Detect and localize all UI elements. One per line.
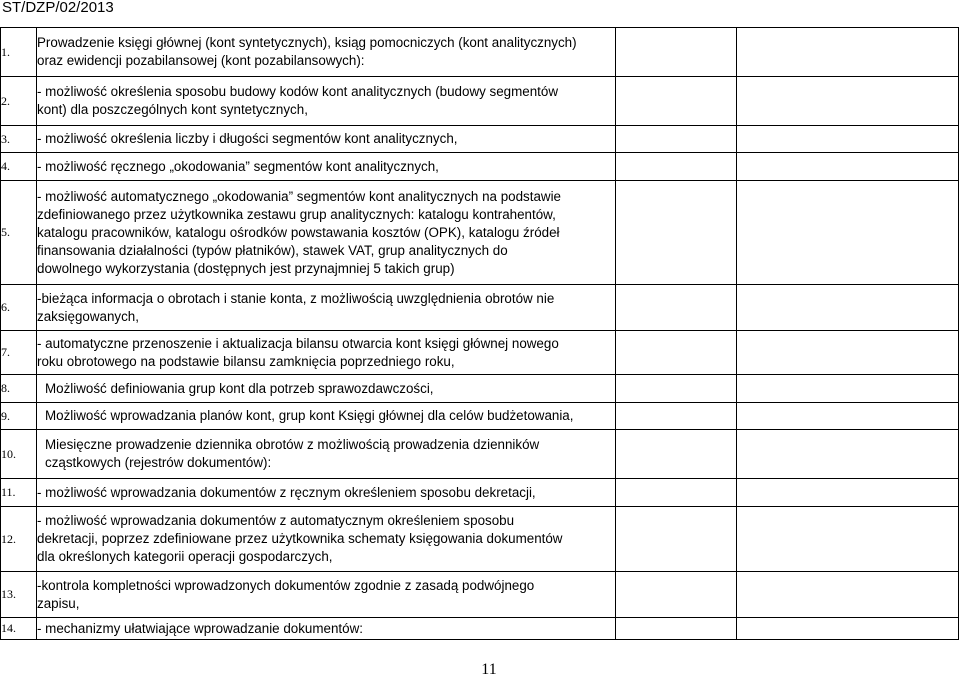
row-description: - mechanizmy ułatwiające wprowadzanie dokumentów: — [37, 618, 616, 640]
row-description: - automatyczne przenoszenie i aktualizacja bilansu otwarcia kont księgi głównej nowego roku obrotowego na podstawie bilansu zamknięcia poprzedniego roku, — [37, 331, 616, 375]
row-description: Możliwość definiowania grup kont dla potrzeb sprawozdawczości, — [37, 375, 616, 403]
answer-cell[interactable] — [616, 285, 737, 331]
remarks-cell[interactable] — [737, 181, 959, 285]
table-row — [1, 153, 959, 181]
remarks-cell[interactable] — [737, 77, 959, 126]
remarks-cell[interactable] — [737, 430, 959, 479]
answer-cell[interactable] — [616, 507, 737, 572]
row-number: 12. — [1, 507, 37, 572]
answer-cell[interactable] — [616, 331, 737, 375]
row-number: 5. — [1, 181, 37, 285]
table-row — [1, 618, 959, 640]
document-code: ST/DZP/02/2013 — [2, 0, 114, 16]
table-row — [1, 479, 959, 507]
row-description: - możliwość automatycznego „okodowania” segmentów kont analitycznych na podstawie zdefiniowanego przez użytkownika zestawu grup analitycznych: katalogu kontrahentów, katalogu pracowników, katalogu ośrodków powstawania kosztów (OPK), katalogu źródeł finansowania działalności (typów płatników), stawek VAT, grup analitycznych do dowolnego wykorzystania (dostępnych jest przynajmniej 5 takich grup) — [37, 181, 616, 285]
table-row — [1, 572, 959, 618]
row-description: Prowadzenie księgi głównej (kont syntetycznych), ksiąg pomocniczych (kont analitycznych) oraz ewidencji pozabilansowej (kont pozabilansowych): — [37, 28, 616, 77]
answer-cell[interactable] — [616, 403, 737, 430]
remarks-cell[interactable] — [737, 507, 959, 572]
row-description: - możliwość określenia sposobu budowy kodów kont analitycznych (budowy segmentów kont) dla poszczególnych kont syntetycznych, — [37, 77, 616, 126]
remarks-cell[interactable] — [737, 375, 959, 403]
answer-cell[interactable] — [616, 153, 737, 181]
row-number: 1. — [1, 28, 37, 77]
table-row — [1, 126, 959, 153]
row-number: 6. — [1, 285, 37, 331]
row-description: - możliwość ręcznego „okodowania” segmentów kont analitycznych, — [37, 153, 616, 181]
row-description: - możliwość wprowadzania dokumentów z automatycznym określeniem sposobu dekretacji, poprzez zdefiniowane przez użytkownika schematy księgowania dokumentów dla określonych kategorii operacji gospodarczych, — [37, 507, 616, 572]
remarks-cell[interactable] — [737, 403, 959, 430]
row-number: 2. — [1, 77, 37, 126]
row-number: 11. — [1, 479, 37, 507]
answer-cell[interactable] — [616, 375, 737, 403]
row-number: 9. — [1, 403, 37, 430]
answer-cell[interactable] — [616, 126, 737, 153]
remarks-cell[interactable] — [737, 331, 959, 375]
answer-cell[interactable] — [616, 77, 737, 126]
answer-cell[interactable] — [616, 28, 737, 77]
row-description: - możliwość określenia liczby i długości segmentów kont analitycznych, — [37, 126, 616, 153]
row-number: 10. — [1, 430, 37, 479]
remarks-cell[interactable] — [737, 618, 959, 640]
row-description: Miesięczne prowadzenie dziennika obrotów z możliwością prowadzenia dzienników cząstkowych (rejestrów dokumentów): — [37, 430, 616, 479]
table-row — [1, 403, 959, 430]
row-description: -kontrola kompletności wprowadzonych dokumentów zgodnie z zasadą podwójnego zapisu, — [37, 572, 616, 618]
table-row — [1, 430, 959, 479]
table-row — [1, 181, 959, 285]
row-number: 13. — [1, 572, 37, 618]
answer-cell[interactable] — [616, 181, 737, 285]
row-description: -bieżąca informacja o obrotach i stanie konta, z możliwością uwzględnienia obrotów nie zaksięgowanych, — [37, 285, 616, 331]
remarks-cell[interactable] — [737, 572, 959, 618]
row-description: Możliwość wprowadzania planów kont, grup kont Księgi głównej dla celów budżetowania, — [37, 403, 616, 430]
table-row — [1, 77, 959, 126]
remarks-cell[interactable] — [737, 479, 959, 507]
row-number: 8. — [1, 375, 37, 403]
row-number: 3. — [1, 126, 37, 153]
table-row — [1, 375, 959, 403]
row-number: 4. — [1, 153, 37, 181]
remarks-cell[interactable] — [737, 285, 959, 331]
remarks-cell[interactable] — [737, 28, 959, 77]
answer-cell[interactable] — [616, 479, 737, 507]
row-number: 14. — [1, 618, 37, 640]
row-number: 7. — [1, 331, 37, 375]
answer-cell[interactable] — [616, 572, 737, 618]
remarks-cell[interactable] — [737, 126, 959, 153]
answer-cell[interactable] — [616, 618, 737, 640]
requirements-table — [0, 27, 959, 640]
table-row — [1, 507, 959, 572]
remarks-cell[interactable] — [737, 153, 959, 181]
table-row — [1, 28, 959, 77]
table-row — [1, 331, 959, 375]
table-row — [1, 285, 959, 331]
answer-cell[interactable] — [616, 430, 737, 479]
row-description: - możliwość wprowadzania dokumentów z ręcznym określeniem sposobu dekretacji, — [37, 479, 616, 507]
page-number: 11 — [481, 661, 497, 678]
